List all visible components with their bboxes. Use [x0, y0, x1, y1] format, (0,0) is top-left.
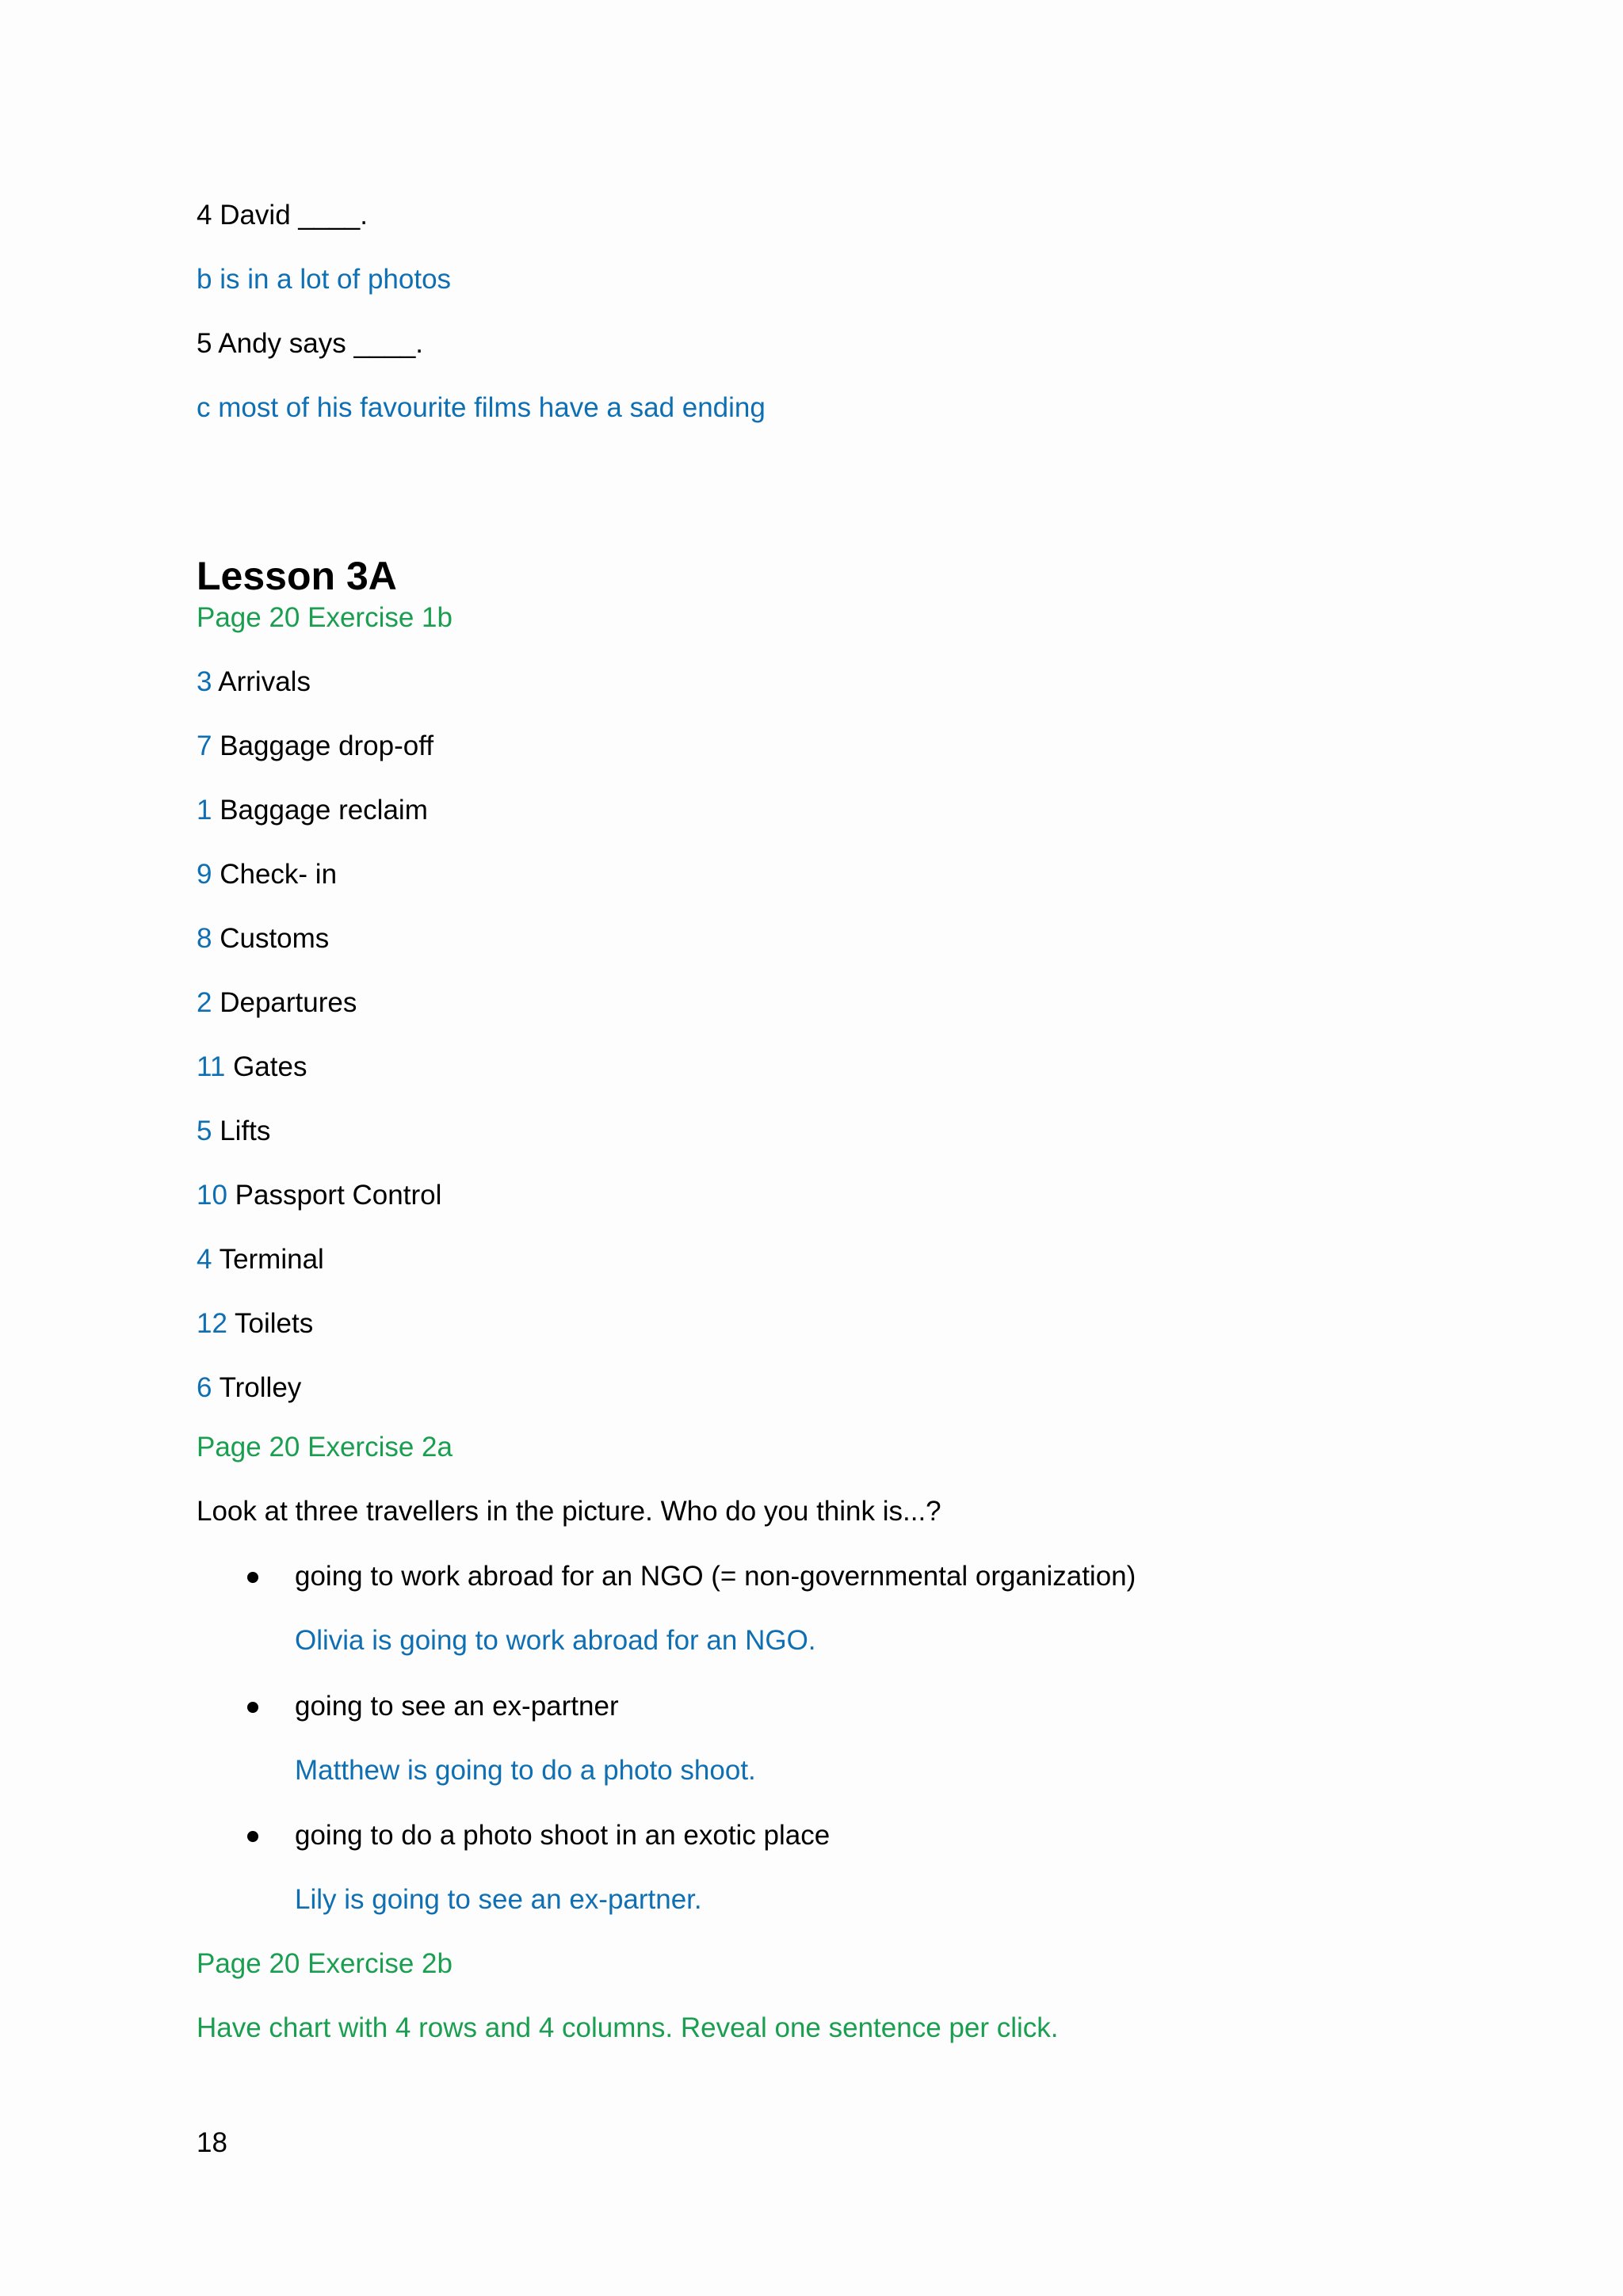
bullet-icon: [247, 1702, 258, 1713]
bullet-answer: Matthew is going to do a photo shoot.: [295, 1755, 756, 1786]
item-number: 11: [197, 1051, 226, 1082]
item-text: Arrivals: [218, 666, 311, 697]
list-item: [197, 729, 433, 764]
item-number: 10: [197, 1180, 227, 1211]
exercise-2a-label: Page 20 Exercise 2a: [197, 1432, 453, 1463]
item-text: Customs: [220, 923, 330, 954]
list-item: [197, 1114, 270, 1149]
item-number: 12: [197, 1308, 227, 1339]
item-number: 1: [197, 795, 212, 826]
item-text: Check- in: [220, 859, 338, 890]
question-4: 4 David ____.: [197, 200, 368, 231]
list-item: [197, 1178, 441, 1213]
exercise-2b-note: Have chart with 4 rows and 4 columns. Reveal one sentence per click.: [197, 2012, 1059, 2043]
list-item: [197, 921, 329, 956]
lesson-heading: Lesson 3A: [197, 554, 397, 598]
item-text: Baggage drop-off: [220, 730, 434, 761]
list-item: [197, 1242, 324, 1277]
exercise-2b-label: Page 20 Exercise 2b: [197, 1948, 453, 1979]
item-number: 7: [197, 730, 212, 761]
item-number: 4: [197, 1244, 212, 1275]
item-text: Baggage reclaim: [220, 795, 428, 826]
item-text: Toilets: [235, 1308, 314, 1339]
bullet-icon: [247, 1831, 258, 1842]
item-text: Terminal: [219, 1244, 324, 1275]
answer-5: c most of his favourite films have a sad ending: [197, 392, 766, 423]
item-number: 9: [197, 859, 212, 890]
item-text: Passport Control: [235, 1180, 442, 1211]
bullet-question: going to see an ex-partner: [295, 1691, 619, 1722]
page-number: 18: [197, 2127, 227, 2158]
bullet-answer: Lily is going to see an ex-partner.: [295, 1884, 702, 1915]
list-item: [197, 1306, 313, 1341]
exercise-1b-label: Page 20 Exercise 1b: [197, 602, 453, 633]
question-5: 5 Andy says ____.: [197, 328, 424, 359]
item-text: Trolley: [219, 1372, 302, 1403]
list-item: [197, 793, 428, 828]
bullet-answer: Olivia is going to work abroad for an NGO.: [295, 1625, 816, 1656]
answer-4: b is in a lot of photos: [197, 264, 452, 295]
item-text: Gates: [233, 1051, 307, 1082]
list-item: [197, 857, 337, 892]
list-item: [197, 665, 311, 700]
bullet-question: going to do a photo shoot in an exotic place: [295, 1820, 831, 1851]
list-item: [197, 1371, 301, 1405]
item-number: 2: [197, 987, 212, 1018]
item-number: 8: [197, 923, 212, 954]
exercise-2a-prompt: Look at three travellers in the picture. Who do you think is...?: [197, 1496, 941, 1527]
item-text: Lifts: [220, 1116, 271, 1146]
item-text: Departures: [220, 987, 357, 1018]
item-number: 3: [197, 666, 212, 697]
list-item: [197, 1050, 307, 1085]
item-number: 5: [197, 1116, 212, 1146]
bullet-question: going to work abroad for an NGO (= non-governmental organization): [295, 1561, 1136, 1592]
bullet-icon: [247, 1572, 258, 1583]
list-item: [197, 986, 357, 1020]
item-number: 6: [197, 1372, 212, 1403]
